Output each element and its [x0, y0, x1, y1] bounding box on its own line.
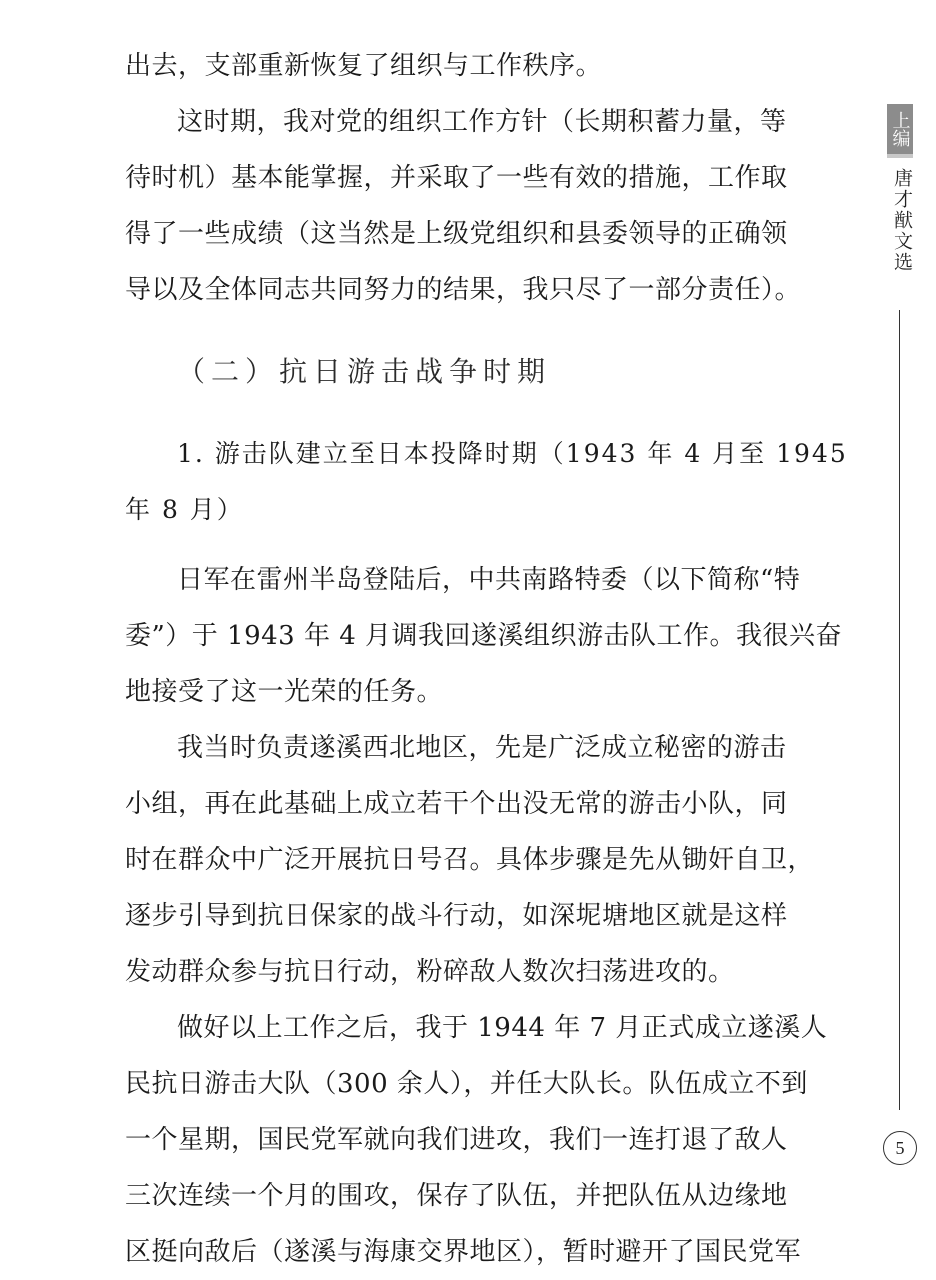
paragraph-line: 小组，再在此基础上成立若干个出没无常的游击小队，同 — [125, 789, 788, 819]
section-heading: （二）抗日游击战争时期 — [177, 355, 552, 388]
paragraph-line: 一个星期，国民党军就向我们进攻，我们一连打退了敌人 — [125, 1125, 788, 1155]
subsection-heading: 年 8 月） — [125, 495, 244, 524]
paragraph-line: 做好以上工作之后，我于 1944 年 7 月正式成立遂溪人 — [177, 1013, 828, 1043]
page-number: 5 — [883, 1131, 917, 1165]
paragraph-line: 我当时负责遂溪西北地区，先是广泛成立秘密的游击 — [177, 733, 787, 763]
paragraph-line: 待时机）基本能掌握，并采取了一些有效的措施，工作取 — [125, 163, 788, 193]
paragraph-line: 民抗日游击大队（300 余人），并任大队长。队伍成立不到 — [125, 1069, 808, 1099]
section-label: 上编 — [887, 104, 913, 154]
vertical-rule — [899, 310, 900, 1110]
paragraph-line: 导以及全体同志共同努力的结果，我只尽了一部分责任）。 — [125, 275, 802, 305]
section-label-bar — [887, 154, 913, 158]
paragraph-line: 发动群众参与抗日行动，粉碎敌人数次扫荡进攻的。 — [125, 957, 735, 987]
paragraph-line: 得了一些成绩（这当然是上级党组织和县委领导的正确领 — [125, 219, 788, 249]
paragraph-line: 逐步引导到抗日保家的战斗行动，如深坭塘地区就是这样 — [125, 901, 788, 931]
paragraph-line: 日军在雷州半岛登陆后，中共南路特委（以下简称“特 — [177, 565, 801, 595]
paragraph-line: 地接受了这一光荣的任务。 — [125, 677, 444, 707]
book-title: 唐才猷文选 — [891, 168, 913, 273]
paragraph-line: 出去，支部重新恢复了组织与工作秩序。 — [125, 51, 603, 81]
paragraph-line: 三次连续一个月的围攻，保存了队伍，并把队伍从边缘地 — [125, 1181, 788, 1211]
paragraph-line: 时在群众中广泛开展抗日号召。具体步骤是先从锄奸自卫， — [125, 845, 815, 875]
paragraph-line: 区挺向敌后（遂溪与海康交界地区），暂时避开了国民党军 — [125, 1237, 802, 1267]
body-text — [125, 38, 848, 1280]
paragraph-line: 这时期，我对党的组织工作方针（长期积蓄力量，等 — [177, 107, 787, 137]
subsection-heading: 1. 游击队建立至日本投降时期（1943 年 4 月至 1945 — [177, 439, 848, 468]
paragraph-line: 委”）于 1943 年 4 月调我回遂溪组织游击队工作。我很兴奋 — [125, 621, 843, 651]
